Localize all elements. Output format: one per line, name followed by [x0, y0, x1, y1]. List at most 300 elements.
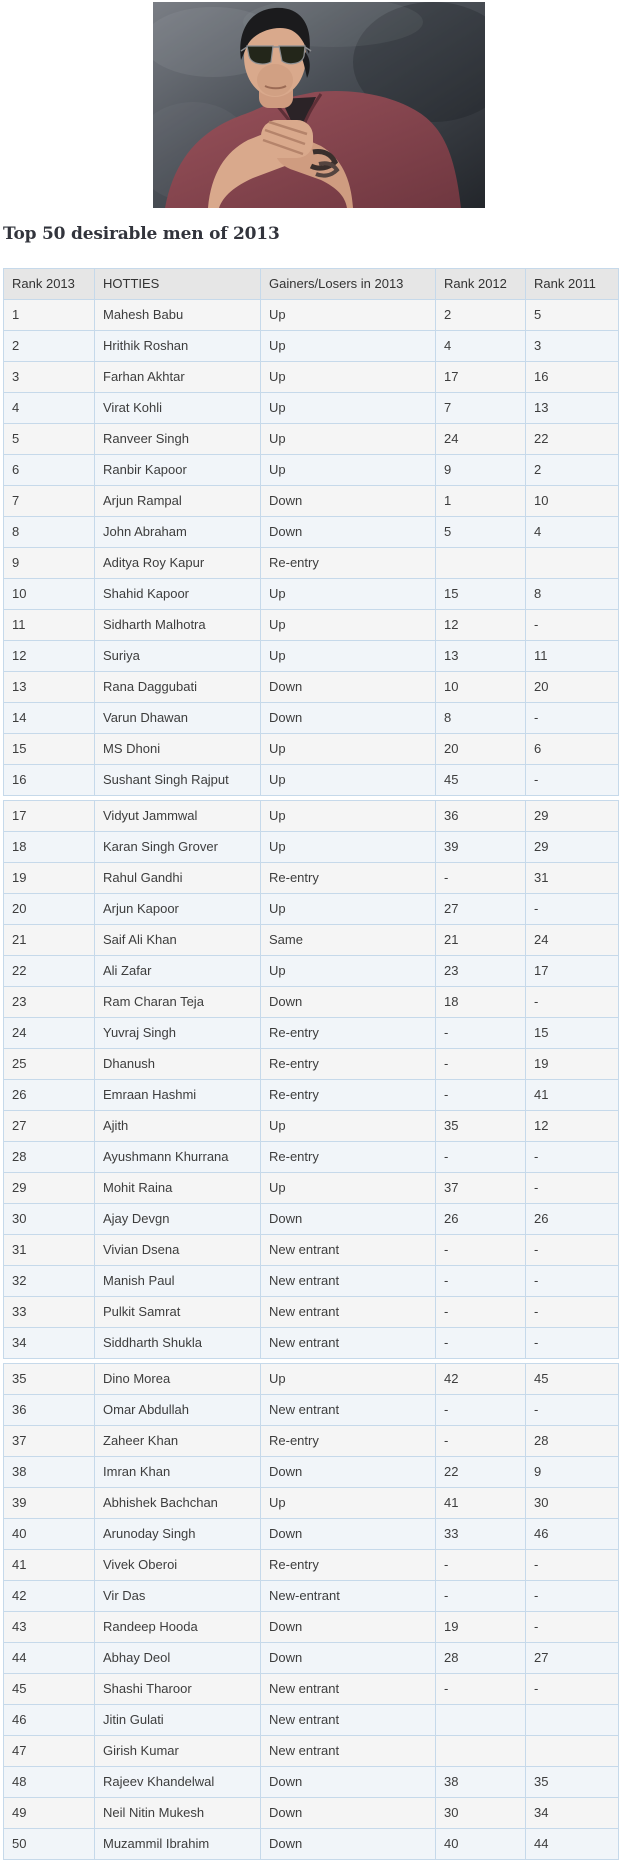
rank-2012-cell: 21 — [436, 925, 526, 956]
rank-2013-cell: 21 — [4, 925, 95, 956]
movement-cell: New entrant — [261, 1674, 436, 1705]
table-row — [4, 1111, 619, 1142]
rank-2012-cell — [436, 548, 526, 579]
table-row — [4, 424, 619, 455]
hottie-name-cell: Vir Das — [95, 1581, 261, 1612]
hottie-name-cell: Emraan Hashmi — [95, 1080, 261, 1111]
table-row — [4, 1581, 619, 1612]
table-row — [4, 863, 619, 894]
rank-2012-cell: 33 — [436, 1519, 526, 1550]
hottie-name-cell: Shahid Kapoor — [95, 579, 261, 610]
table-row — [4, 1426, 619, 1457]
table-row — [4, 1519, 619, 1550]
hottie-name-cell: Mohit Raina — [95, 1173, 261, 1204]
hottie-name-cell: Rajeev Khandelwal — [95, 1767, 261, 1798]
rank-2013-cell: 15 — [4, 734, 95, 765]
rank-2013-cell: 48 — [4, 1767, 95, 1798]
movement-cell: Up — [261, 362, 436, 393]
hottie-name-cell: Ali Zafar — [95, 956, 261, 987]
rank-2013-cell: 19 — [4, 863, 95, 894]
rank-2012-cell: 20 — [436, 734, 526, 765]
movement-cell: Re-entry — [261, 1142, 436, 1173]
movement-cell: Down — [261, 1519, 436, 1550]
table-row — [4, 832, 619, 863]
rank-2013-cell: 2 — [4, 331, 95, 362]
movement-cell: New entrant — [261, 1736, 436, 1767]
rank-2012-cell: - — [436, 1426, 526, 1457]
rank-2011-cell: 2 — [526, 455, 619, 486]
hottie-name-cell: Omar Abdullah — [95, 1395, 261, 1426]
rank-2013-cell: 17 — [4, 801, 95, 832]
table-row — [4, 1767, 619, 1798]
movement-cell: Up — [261, 1173, 436, 1204]
rank-2011-cell: 35 — [526, 1767, 619, 1798]
rank-2011-cell: 34 — [526, 1798, 619, 1829]
table-row — [4, 1705, 619, 1736]
col-header-gainers-losers: Gainers/Losers in 2013 — [261, 269, 436, 300]
table-row — [4, 894, 619, 925]
rank-2012-cell — [436, 1736, 526, 1767]
rank-2013-cell: 26 — [4, 1080, 95, 1111]
movement-cell: New entrant — [261, 1705, 436, 1736]
table-row — [4, 1364, 619, 1395]
hottie-name-cell: Yuvraj Singh — [95, 1018, 261, 1049]
hottie-name-cell: Pulkit Samrat — [95, 1297, 261, 1328]
table-row — [4, 1798, 619, 1829]
header-row — [4, 269, 619, 300]
col-header-rank-2012: Rank 2012 — [436, 269, 526, 300]
rank-2012-cell: 17 — [436, 362, 526, 393]
table-row — [4, 703, 619, 734]
rank-2012-cell: 15 — [436, 579, 526, 610]
hottie-name-cell: Shashi Tharoor — [95, 1674, 261, 1705]
rank-2011-cell: - — [526, 894, 619, 925]
table-row — [4, 1204, 619, 1235]
rank-2011-cell: 6 — [526, 734, 619, 765]
hottie-name-cell: Suriya — [95, 641, 261, 672]
rank-2012-cell: 38 — [436, 1767, 526, 1798]
rank-2011-cell: 27 — [526, 1643, 619, 1674]
table-row — [4, 1457, 619, 1488]
table-row — [4, 734, 619, 765]
movement-cell: New entrant — [261, 1297, 436, 1328]
hottie-name-cell: Randeep Hooda — [95, 1612, 261, 1643]
rank-2013-cell: 49 — [4, 1798, 95, 1829]
table-row — [4, 1829, 619, 1860]
hottie-name-cell: Imran Khan — [95, 1457, 261, 1488]
table-row — [4, 1550, 619, 1581]
hottie-name-cell: Saif Ali Khan — [95, 925, 261, 956]
hottie-name-cell: Aditya Roy Kapur — [95, 548, 261, 579]
rank-2012-cell: - — [436, 863, 526, 894]
rank-2012-cell: - — [436, 1080, 526, 1111]
rank-2013-cell: 20 — [4, 894, 95, 925]
rank-2013-cell: 6 — [4, 455, 95, 486]
movement-cell: Up — [261, 455, 436, 486]
rank-2012-cell: 18 — [436, 987, 526, 1018]
hottie-name-cell: Siddharth Shukla — [95, 1328, 261, 1359]
hottie-name-cell: Arjun Kapoor — [95, 894, 261, 925]
rank-2013-cell: 40 — [4, 1519, 95, 1550]
movement-cell: Re-entry — [261, 1550, 436, 1581]
rank-2012-cell: 36 — [436, 801, 526, 832]
rank-2013-cell: 11 — [4, 610, 95, 641]
rank-2011-cell: - — [526, 703, 619, 734]
rank-2013-cell: 13 — [4, 672, 95, 703]
rank-2011-cell: 22 — [526, 424, 619, 455]
rank-2012-cell: 4 — [436, 331, 526, 362]
rank-2011-cell: 29 — [526, 832, 619, 863]
movement-cell: Re-entry — [261, 1018, 436, 1049]
table-row — [4, 1142, 619, 1173]
rank-2013-cell: 44 — [4, 1643, 95, 1674]
rank-2011-cell: 13 — [526, 393, 619, 424]
rank-2011-cell: - — [526, 1266, 619, 1297]
rank-2012-cell: 2 — [436, 300, 526, 331]
rank-2011-cell: 3 — [526, 331, 619, 362]
rank-2012-cell: 28 — [436, 1643, 526, 1674]
rank-2013-cell: 39 — [4, 1488, 95, 1519]
movement-cell: Up — [261, 393, 436, 424]
movement-cell: New entrant — [261, 1328, 436, 1359]
rank-2013-cell: 27 — [4, 1111, 95, 1142]
rank-2011-cell: 45 — [526, 1364, 619, 1395]
hottie-name-cell: Abhay Deol — [95, 1643, 261, 1674]
table-row — [4, 1018, 619, 1049]
movement-cell: Up — [261, 641, 436, 672]
rank-2011-cell: - — [526, 765, 619, 796]
rank-2011-cell: 4 — [526, 517, 619, 548]
rank-2011-cell: - — [526, 1612, 619, 1643]
hottie-name-cell: MS Dhoni — [95, 734, 261, 765]
movement-cell: Up — [261, 331, 436, 362]
rank-2012-cell: 41 — [436, 1488, 526, 1519]
hottie-name-cell: Sushant Singh Rajput — [95, 765, 261, 796]
rank-2012-cell: 39 — [436, 832, 526, 863]
col-header-hotties: HOTTIES — [95, 269, 261, 300]
rank-2012-cell: - — [436, 1328, 526, 1359]
rank-2011-cell: 24 — [526, 925, 619, 956]
hottie-name-cell: Ranbir Kapoor — [95, 455, 261, 486]
movement-cell: Down — [261, 1612, 436, 1643]
movement-cell: Down — [261, 1643, 436, 1674]
hottie-name-cell: Farhan Akhtar — [95, 362, 261, 393]
movement-cell: Up — [261, 424, 436, 455]
rank-2011-cell: - — [526, 1674, 619, 1705]
rank-2013-cell: 7 — [4, 486, 95, 517]
movement-cell: Re-entry — [261, 863, 436, 894]
rank-2011-cell: 5 — [526, 300, 619, 331]
table-row — [4, 1612, 619, 1643]
rank-2012-cell: 1 — [436, 486, 526, 517]
portrait-photo-illustration — [153, 2, 485, 208]
rank-2012-cell: 19 — [436, 1612, 526, 1643]
rank-2012-cell: 40 — [436, 1829, 526, 1860]
hottie-name-cell: Vivek Oberoi — [95, 1550, 261, 1581]
movement-cell: New entrant — [261, 1266, 436, 1297]
rank-2011-cell: - — [526, 1550, 619, 1581]
table-row — [4, 486, 619, 517]
rank-2013-cell: 12 — [4, 641, 95, 672]
table-row — [4, 765, 619, 796]
table-row — [4, 1173, 619, 1204]
hottie-name-cell: Hrithik Roshan — [95, 331, 261, 362]
rank-2011-cell: 26 — [526, 1204, 619, 1235]
rank-2013-cell: 29 — [4, 1173, 95, 1204]
rank-2013-cell: 34 — [4, 1328, 95, 1359]
hottie-name-cell: Jitin Gulati — [95, 1705, 261, 1736]
rank-2013-cell: 43 — [4, 1612, 95, 1643]
table-header — [4, 269, 619, 300]
rank-2013-cell: 9 — [4, 548, 95, 579]
hottie-name-cell: Rana Daggubati — [95, 672, 261, 703]
rank-2013-cell: 23 — [4, 987, 95, 1018]
movement-cell: New entrant — [261, 1235, 436, 1266]
movement-cell: Up — [261, 765, 436, 796]
rank-2013-cell: 38 — [4, 1457, 95, 1488]
rank-2013-cell: 46 — [4, 1705, 95, 1736]
table-row — [4, 1049, 619, 1080]
rank-2012-cell: 12 — [436, 610, 526, 641]
rank-2012-cell: 45 — [436, 765, 526, 796]
rank-2012-cell: 7 — [436, 393, 526, 424]
movement-cell: Up — [261, 1111, 436, 1142]
table-row — [4, 641, 619, 672]
hottie-name-cell: Zaheer Khan — [95, 1426, 261, 1457]
rank-2012-cell: 42 — [436, 1364, 526, 1395]
hottie-name-cell: Ajith — [95, 1111, 261, 1142]
rank-2013-cell: 8 — [4, 517, 95, 548]
rank-2012-cell: 30 — [436, 1798, 526, 1829]
ranking-tables — [3, 268, 618, 1864]
portrait-photo — [153, 2, 485, 208]
rank-2013-cell: 36 — [4, 1395, 95, 1426]
rank-2011-cell: 29 — [526, 801, 619, 832]
rank-2013-cell: 37 — [4, 1426, 95, 1457]
rank-2011-cell: - — [526, 1235, 619, 1266]
rank-2012-cell: - — [436, 1018, 526, 1049]
rank-2011-cell: - — [526, 1173, 619, 1204]
rank-2012-cell: - — [436, 1674, 526, 1705]
rank-2011-cell — [526, 1705, 619, 1736]
rank-2011-cell: - — [526, 987, 619, 1018]
table-row — [4, 1080, 619, 1111]
rank-2012-cell: - — [436, 1142, 526, 1173]
table-row — [4, 1395, 619, 1426]
rank-2011-cell: 44 — [526, 1829, 619, 1860]
rank-2013-cell: 32 — [4, 1266, 95, 1297]
movement-cell: New entrant — [261, 1395, 436, 1426]
rank-2011-cell: - — [526, 1142, 619, 1173]
rank-2013-cell: 3 — [4, 362, 95, 393]
hottie-name-cell: Girish Kumar — [95, 1736, 261, 1767]
rank-2011-cell: 19 — [526, 1049, 619, 1080]
rank-2011-cell: 15 — [526, 1018, 619, 1049]
rank-2013-cell: 22 — [4, 956, 95, 987]
movement-cell: Up — [261, 894, 436, 925]
movement-cell: Re-entry — [261, 1426, 436, 1457]
rank-2013-cell: 33 — [4, 1297, 95, 1328]
rank-2011-cell: - — [526, 1297, 619, 1328]
movement-cell: Down — [261, 1457, 436, 1488]
hottie-name-cell: Vidyut Jammwal — [95, 801, 261, 832]
movement-cell: Up — [261, 832, 436, 863]
hottie-name-cell: Mahesh Babu — [95, 300, 261, 331]
rank-2012-cell: - — [436, 1266, 526, 1297]
hottie-name-cell: Arunoday Singh — [95, 1519, 261, 1550]
table-row — [4, 548, 619, 579]
hottie-name-cell: Dhanush — [95, 1049, 261, 1080]
rank-2011-cell: 17 — [526, 956, 619, 987]
rank-2012-cell: - — [436, 1235, 526, 1266]
col-header-rank-2013: Rank 2013 — [4, 269, 95, 300]
col-header-rank-2011: Rank 2011 — [526, 269, 619, 300]
rank-2012-cell: 37 — [436, 1173, 526, 1204]
hottie-name-cell: Abhishek Bachchan — [95, 1488, 261, 1519]
movement-cell: Up — [261, 734, 436, 765]
rank-2011-cell — [526, 1736, 619, 1767]
table-row — [4, 579, 619, 610]
hottie-name-cell: Ajay Devgn — [95, 1204, 261, 1235]
table-row — [4, 362, 619, 393]
rank-2012-cell: 22 — [436, 1457, 526, 1488]
table-row — [4, 1736, 619, 1767]
rank-2013-cell: 41 — [4, 1550, 95, 1581]
rank-2013-cell: 35 — [4, 1364, 95, 1395]
table-row — [4, 517, 619, 548]
hottie-name-cell: Muzammil Ibrahim — [95, 1829, 261, 1860]
rank-2011-cell: 30 — [526, 1488, 619, 1519]
hottie-name-cell: Varun Dhawan — [95, 703, 261, 734]
movement-cell: Down — [261, 672, 436, 703]
rank-2012-cell: 8 — [436, 703, 526, 734]
table-row — [4, 1674, 619, 1705]
ranking-table-section-1 — [3, 268, 619, 796]
table-row — [4, 987, 619, 1018]
rank-2012-cell: 35 — [436, 1111, 526, 1142]
rank-2012-cell: 10 — [436, 672, 526, 703]
rank-2013-cell: 1 — [4, 300, 95, 331]
rank-2013-cell: 24 — [4, 1018, 95, 1049]
rank-2011-cell: 8 — [526, 579, 619, 610]
rank-2012-cell: - — [436, 1581, 526, 1612]
rank-2013-cell: 25 — [4, 1049, 95, 1080]
movement-cell: Up — [261, 1488, 436, 1519]
rank-2011-cell — [526, 548, 619, 579]
table-row — [4, 455, 619, 486]
table-row — [4, 801, 619, 832]
rank-2012-cell: 23 — [436, 956, 526, 987]
table-row — [4, 1297, 619, 1328]
hottie-name-cell: Neil Nitin Mukesh — [95, 1798, 261, 1829]
movement-cell: Same — [261, 925, 436, 956]
rank-2011-cell: 28 — [526, 1426, 619, 1457]
rank-2012-cell: 27 — [436, 894, 526, 925]
movement-cell: Down — [261, 1798, 436, 1829]
table-row — [4, 331, 619, 362]
rank-2013-cell: 30 — [4, 1204, 95, 1235]
table-row — [4, 610, 619, 641]
rank-2012-cell: - — [436, 1550, 526, 1581]
rank-2012-cell: 9 — [436, 455, 526, 486]
movement-cell: Up — [261, 300, 436, 331]
hottie-name-cell: Ayushmann Khurrana — [95, 1142, 261, 1173]
movement-cell: Re-entry — [261, 1080, 436, 1111]
table-row — [4, 393, 619, 424]
rank-2012-cell: - — [436, 1395, 526, 1426]
hottie-name-cell: Rahul Gandhi — [95, 863, 261, 894]
hottie-name-cell: Arjun Rampal — [95, 486, 261, 517]
hottie-name-cell: John Abraham — [95, 517, 261, 548]
page-title: Top 50 desirable men of 2013 — [3, 224, 280, 244]
movement-cell: Up — [261, 956, 436, 987]
movement-cell: Down — [261, 517, 436, 548]
movement-cell: Down — [261, 703, 436, 734]
movement-cell: Up — [261, 579, 436, 610]
movement-cell: New-entrant — [261, 1581, 436, 1612]
movement-cell: Down — [261, 1767, 436, 1798]
rank-2013-cell: 42 — [4, 1581, 95, 1612]
table-row — [4, 925, 619, 956]
rank-2011-cell: - — [526, 1581, 619, 1612]
rank-2011-cell: 46 — [526, 1519, 619, 1550]
rank-2012-cell: 13 — [436, 641, 526, 672]
movement-cell: Up — [261, 1364, 436, 1395]
hottie-name-cell: Ram Charan Teja — [95, 987, 261, 1018]
movement-cell: Re-entry — [261, 1049, 436, 1080]
rank-2011-cell: 41 — [526, 1080, 619, 1111]
rank-2013-cell: 4 — [4, 393, 95, 424]
table-row — [4, 1488, 619, 1519]
table-row — [4, 672, 619, 703]
table-row — [4, 1235, 619, 1266]
movement-cell: Down — [261, 1829, 436, 1860]
rank-2011-cell: 31 — [526, 863, 619, 894]
movement-cell: Down — [261, 486, 436, 517]
rank-2013-cell: 5 — [4, 424, 95, 455]
table-row — [4, 956, 619, 987]
rank-2011-cell: - — [526, 610, 619, 641]
rank-2013-cell: 28 — [4, 1142, 95, 1173]
table-row — [4, 1266, 619, 1297]
hottie-name-cell: Virat Kohli — [95, 393, 261, 424]
hottie-name-cell: Manish Paul — [95, 1266, 261, 1297]
rank-2013-cell: 16 — [4, 765, 95, 796]
rank-2013-cell: 10 — [4, 579, 95, 610]
rank-2012-cell — [436, 1705, 526, 1736]
ranking-table-section-2 — [3, 800, 619, 1359]
rank-2011-cell: 16 — [526, 362, 619, 393]
movement-cell: Re-entry — [261, 548, 436, 579]
rank-2011-cell: 10 — [526, 486, 619, 517]
movement-cell: Down — [261, 987, 436, 1018]
rank-2012-cell: - — [436, 1049, 526, 1080]
hottie-name-cell: Karan Singh Grover — [95, 832, 261, 863]
rank-2011-cell: 12 — [526, 1111, 619, 1142]
table-row — [4, 1643, 619, 1674]
movement-cell: Down — [261, 1204, 436, 1235]
hottie-name-cell: Vivian Dsena — [95, 1235, 261, 1266]
ranking-table-section-3 — [3, 1363, 619, 1860]
rank-2012-cell: 26 — [436, 1204, 526, 1235]
rank-2011-cell: - — [526, 1328, 619, 1359]
rank-2013-cell: 18 — [4, 832, 95, 863]
rank-2013-cell: 50 — [4, 1829, 95, 1860]
movement-cell: Up — [261, 610, 436, 641]
rank-2013-cell: 31 — [4, 1235, 95, 1266]
table-row — [4, 1328, 619, 1359]
hottie-name-cell: Sidharth Malhotra — [95, 610, 261, 641]
